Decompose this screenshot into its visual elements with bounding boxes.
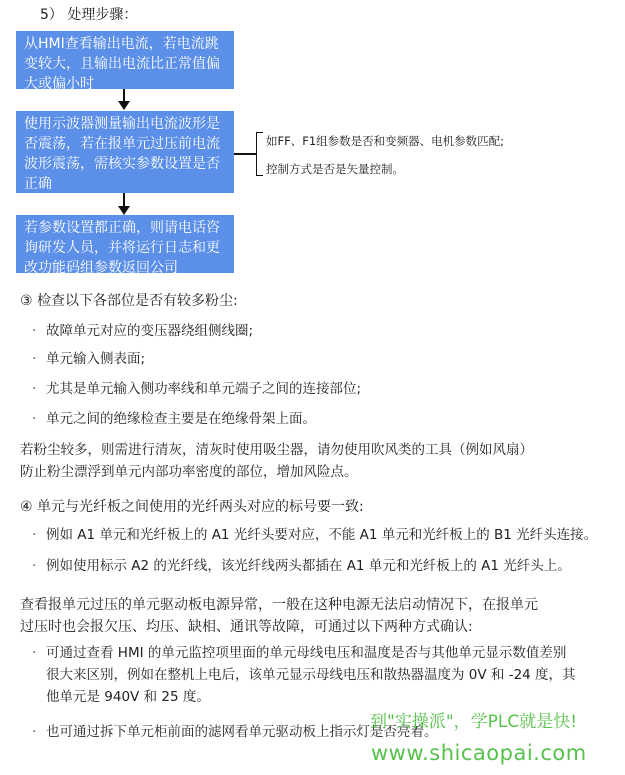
watermark-slogan: 到"实操派"，学PLC就是快! [370,712,578,732]
arrow-2-head [118,206,130,215]
final-item-1-line-3: 他单元是 940V 和 25 度。 [46,689,210,705]
section3-para-line-1: 若粉尘较多，则需进行清灰，清灰时使用吸尘器，请勿使用吹风类的工具（例如风扇） [20,442,533,458]
final-item-1: · 可通过查看 HMI 的单元监控项里面的单元母线电压和温度是否与其他单元显示数值差别 [32,642,612,664]
note-connector [234,153,256,155]
final-para-line-2: 过压时也会报欠压、均压、缺相、通讯等故障，可通过以下两种方式确认: [20,619,473,635]
bullet-dot: · [32,645,37,661]
arrow-1-head [118,101,130,110]
step-title: 5） 处理步骤： [40,7,138,23]
section3-item-4: · 单元之间的绝缘检查主要是在绝缘骨架上面。 [32,408,316,430]
bullet-dot: · [32,351,37,367]
section3-para-line-2: 防止粉尘漂浮到单元内部功率密度的部位，增加风险点。 [20,464,358,480]
watermark-url: www.shicaopai.com [371,741,587,765]
final-item-1-line-2: 很大来区别，例如在整机上电后，该单元显示母线电压和散热器温度为 0V 和 -24 度，其 [46,667,576,683]
bullet-dot: · [32,527,37,543]
final-item-2: · 也可通过拆下单元柜前面的滤网看单元驱动板上指示灯是否亮着。 [32,721,438,743]
final-para-line-1: 查看报单元过压的单元驱动板电源异常，一般在这种电源无法启动情况下，在报单元 [20,597,538,613]
flow-box-3: 若参数设置都正确，则请电话咨询研发人员，并将运行日志和更改功能码组参数返回公司 [16,215,234,273]
section3-heading: ③ 检查以下各部位是否有较多粉尘: [20,293,238,309]
bullet-dot: · [32,381,37,397]
flow-box-2: 使用示波器测量输出电流波形是否震荡，若在报单元过压前电流波形震荡，需核实参数设置是否正确 [16,111,234,193]
note-line-2: 控制方式是否是矢量控制。 [266,162,404,176]
note-line-1: 如FF、F1组参数是否和变频器、电机参数匹配; [266,134,505,148]
note-bracket [256,132,263,176]
bullet-dot: · [32,724,37,740]
bullet-dot: · [32,558,37,574]
section4-item-2: · 例如使用标示 A2 的光纤线，该光纤线两头都插在 A1 单元和光纤板上的 A1 光纤头上。 [32,555,571,577]
section4-item-1: · 例如 A1 单元和光纤板上的 A1 光纤头要对应，不能 A1 单元和光纤板上的 B1 光纤头连接。 [32,524,597,546]
section3-item-1: · 故障单元对应的变压器绕组侧线圈; [32,320,253,342]
section3-item-2: · 单元输入侧表面; [32,348,145,370]
flow-box-1: 从HMI查看输出电流，若电流跳变较大，且输出电流比正常值偏大或偏小时 [16,31,234,89]
bullet-dot: · [32,411,37,427]
section4-heading: ④ 单元与光纤板之间使用的光纤两头对应的标号要一致: [20,499,364,515]
section3-item-3: · 尤其是单元输入侧功率线和单元端子之间的连接部位; [32,378,361,400]
bullet-dot: · [32,323,37,339]
